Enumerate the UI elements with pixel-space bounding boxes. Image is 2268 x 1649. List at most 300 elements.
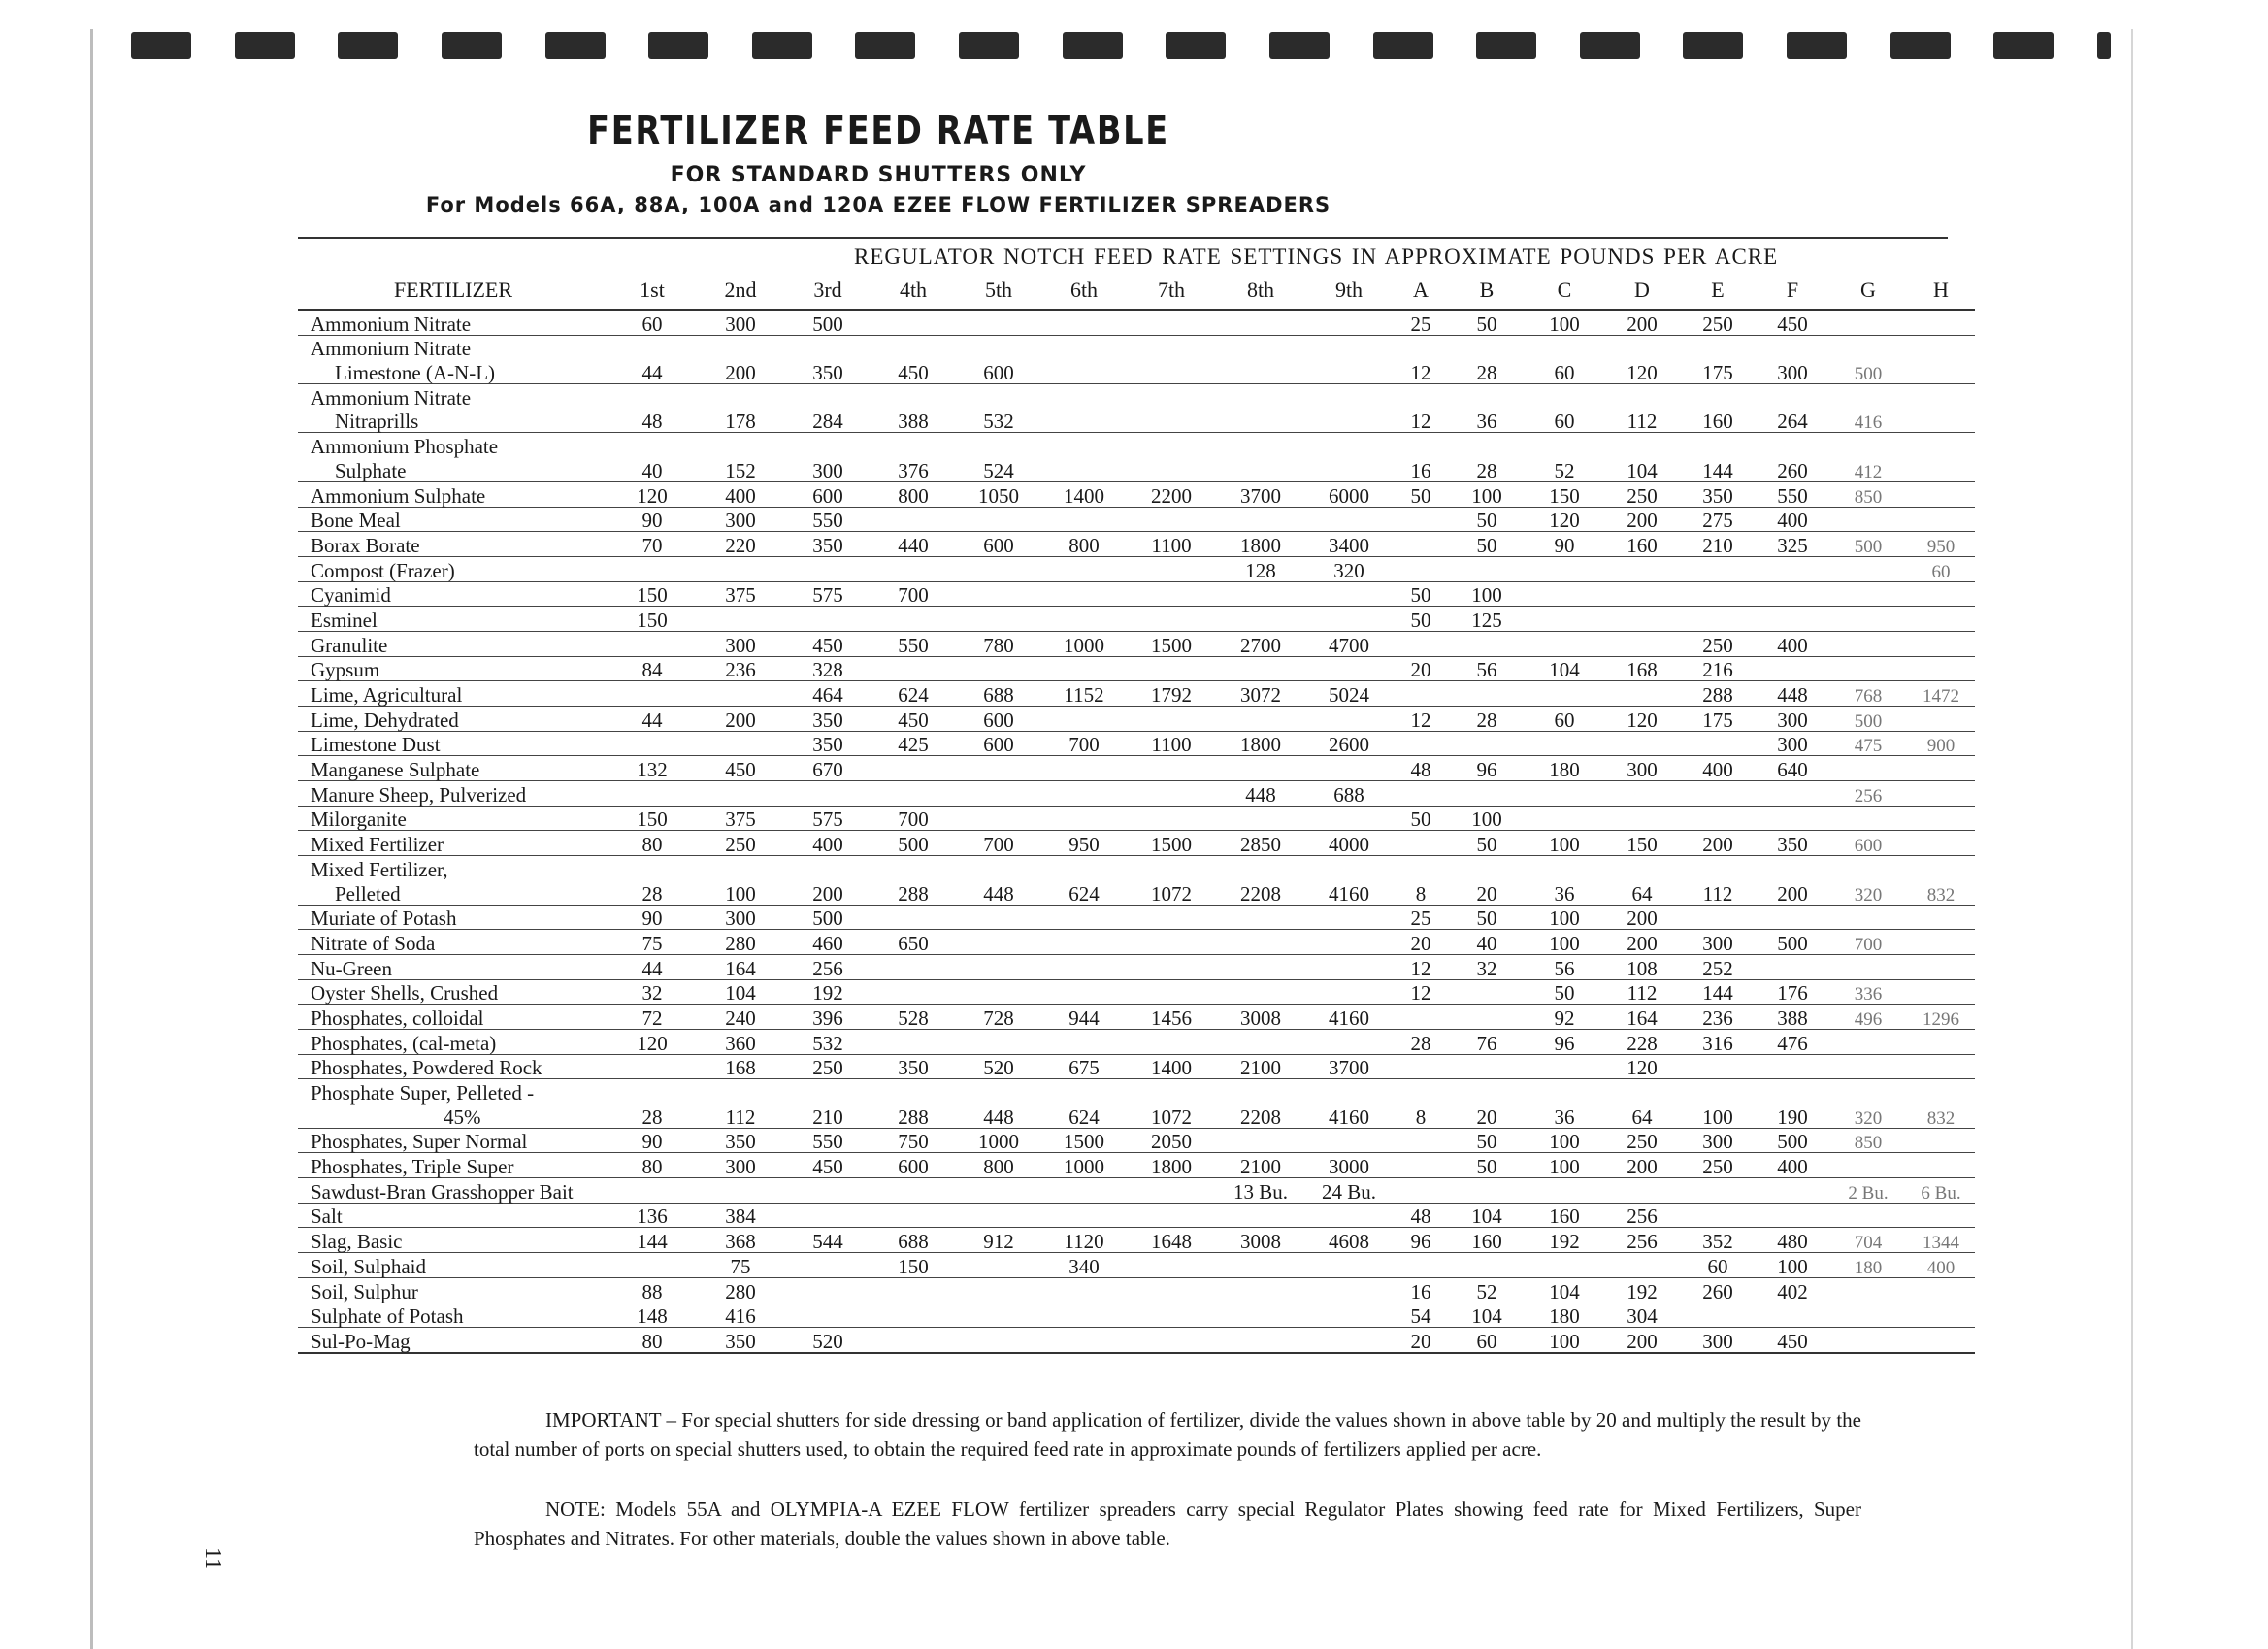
rate-cell: 675 xyxy=(1041,1054,1127,1079)
rate-cell: 600 xyxy=(956,707,1041,732)
rate-cell xyxy=(1604,1178,1680,1204)
rate-cell xyxy=(1907,1079,1975,1104)
rate-cell xyxy=(1041,335,1127,359)
fertilizer-name: Soil, Sulphaid xyxy=(298,1253,608,1278)
rate-cell xyxy=(1680,607,1756,632)
rate-cell: 80 xyxy=(608,831,696,856)
rate-cell: 2100 xyxy=(1216,1153,1305,1178)
rate-cell: 300 xyxy=(696,1153,785,1178)
binding-hole xyxy=(131,32,191,59)
rate-cell: 190 xyxy=(1756,1104,1829,1128)
rate-cell xyxy=(1604,1079,1680,1104)
rate-cell xyxy=(871,954,956,979)
rate-cell xyxy=(1216,359,1305,383)
rate-cell: 624 xyxy=(871,681,956,707)
rate-cell xyxy=(1216,310,1305,335)
rate-cell: 2 Bu. xyxy=(1829,1178,1907,1204)
rate-cell xyxy=(1829,310,1907,335)
rate-cell: 375 xyxy=(696,581,785,607)
rate-cell: 48 xyxy=(1393,1203,1449,1228)
rate-cell: 425 xyxy=(871,731,956,756)
table-row xyxy=(298,335,1975,359)
rate-cell: 600 xyxy=(956,359,1041,383)
rate-cell: 2850 xyxy=(1216,831,1305,856)
rate-cell xyxy=(1041,1303,1127,1328)
rate-cell xyxy=(956,905,1041,930)
rate-cell: 52 xyxy=(1449,1277,1525,1303)
rate-cell xyxy=(696,1178,785,1204)
rate-cell: 520 xyxy=(956,1054,1041,1079)
rate-cell xyxy=(1393,532,1449,557)
rate-cell xyxy=(1305,457,1393,481)
rate-cell: 520 xyxy=(785,1328,871,1353)
rate-cell: 28 xyxy=(608,880,696,905)
rate-cell: 54 xyxy=(1393,1303,1449,1328)
rate-cell: 300 xyxy=(1756,359,1829,383)
rate-cell xyxy=(1604,806,1680,831)
rate-cell: 252 xyxy=(1680,954,1756,979)
rate-cell xyxy=(1127,1178,1216,1204)
rate-cell: 1456 xyxy=(1127,1005,1216,1030)
rate-cell: 416 xyxy=(696,1303,785,1328)
rate-cell xyxy=(1756,335,1829,359)
rate-cell xyxy=(956,607,1041,632)
rate-cell: 112 xyxy=(696,1104,785,1128)
rate-cell: 316 xyxy=(1680,1029,1756,1054)
rate-cell: 3000 xyxy=(1305,1153,1393,1178)
rate-cell: 688 xyxy=(1305,781,1393,807)
rate-cell: 12 xyxy=(1393,707,1449,732)
rate-cell xyxy=(608,681,696,707)
rate-cell xyxy=(1449,781,1525,807)
rate-cell: 164 xyxy=(1604,1005,1680,1030)
rate-cell xyxy=(956,1303,1041,1328)
column-header: 6th xyxy=(1041,272,1127,310)
binding-hole xyxy=(442,32,502,59)
rate-cell: 3700 xyxy=(1216,481,1305,507)
rate-cell: 200 xyxy=(1604,1328,1680,1353)
rate-cell: 56 xyxy=(1525,954,1604,979)
rate-cell xyxy=(1127,856,1216,880)
rate-cell: 50 xyxy=(1449,905,1525,930)
table-row xyxy=(298,1277,1975,1303)
rate-cell xyxy=(1829,433,1907,457)
page-right-edge xyxy=(2131,29,2133,1649)
rate-cell xyxy=(956,781,1041,807)
table-row xyxy=(298,433,1975,457)
rate-cell xyxy=(785,1277,871,1303)
rate-cell: 120 xyxy=(1525,507,1604,532)
rate-cell xyxy=(1305,409,1393,433)
rate-cell: 160 xyxy=(1680,409,1756,433)
rate-cell xyxy=(1907,581,1975,607)
rate-cell xyxy=(1907,1277,1975,1303)
rate-cell xyxy=(956,756,1041,781)
rate-cell: 50 xyxy=(1393,581,1449,607)
column-header: B xyxy=(1449,272,1525,310)
rate-cell xyxy=(1680,1303,1756,1328)
rate-cell xyxy=(608,384,696,409)
rate-cell xyxy=(956,433,1041,457)
rate-cell xyxy=(1041,1328,1127,1353)
rate-cell xyxy=(1305,756,1393,781)
rate-cell xyxy=(1216,1253,1305,1278)
rate-cell xyxy=(1393,556,1449,581)
rate-cell: 300 xyxy=(696,905,785,930)
column-header: 1st xyxy=(608,272,696,310)
rate-cell: 100 xyxy=(1525,831,1604,856)
rate-cell: 780 xyxy=(956,631,1041,656)
rate-cell xyxy=(1907,631,1975,656)
rate-cell xyxy=(1127,930,1216,955)
rate-cell xyxy=(1127,359,1216,383)
rate-cell xyxy=(956,1253,1041,1278)
rate-cell: 150 xyxy=(608,806,696,831)
rate-cell: 36 xyxy=(1525,1104,1604,1128)
rate-cell: 132 xyxy=(608,756,696,781)
rate-cell: 288 xyxy=(1680,681,1756,707)
rate-cell: 1500 xyxy=(1127,831,1216,856)
rate-cell xyxy=(1216,607,1305,632)
rate-cell xyxy=(1041,806,1127,831)
rate-cell xyxy=(1525,731,1604,756)
rate-cell: 900 xyxy=(1907,731,1975,756)
rate-cell: 450 xyxy=(871,707,956,732)
rate-cell xyxy=(1393,856,1449,880)
rate-cell: 152 xyxy=(696,457,785,481)
rate-cell: 1400 xyxy=(1041,481,1127,507)
rate-cell: 236 xyxy=(1680,1005,1756,1030)
rate-cell xyxy=(1041,656,1127,681)
rate-cell: 1296 xyxy=(1907,1005,1975,1030)
rate-cell xyxy=(1525,631,1604,656)
rate-cell: 104 xyxy=(696,979,785,1005)
rate-cell: 3072 xyxy=(1216,681,1305,707)
rate-cell: 250 xyxy=(1604,1128,1680,1153)
rate-cell: 1100 xyxy=(1127,532,1216,557)
rate-cell xyxy=(608,731,696,756)
rate-cell xyxy=(1680,1054,1756,1079)
rate-cell xyxy=(1393,1128,1449,1153)
rate-cell xyxy=(1305,310,1393,335)
rate-cell: 76 xyxy=(1449,1029,1525,1054)
rate-cell: 376 xyxy=(871,457,956,481)
rate-cell xyxy=(1127,457,1216,481)
rate-cell xyxy=(871,507,956,532)
rate-cell: 100 xyxy=(696,880,785,905)
rate-cell xyxy=(1305,1277,1393,1303)
rate-cell: 216 xyxy=(1680,656,1756,681)
rate-cell xyxy=(1127,310,1216,335)
rate-cell: 88 xyxy=(608,1277,696,1303)
column-header: C xyxy=(1525,272,1604,310)
rate-cell xyxy=(956,656,1041,681)
rate-cell: 104 xyxy=(1604,457,1680,481)
rate-cell: 256 xyxy=(785,954,871,979)
rate-cell: 448 xyxy=(1756,681,1829,707)
rate-cell xyxy=(1680,581,1756,607)
rate-cell xyxy=(1907,856,1975,880)
rate-cell: 750 xyxy=(871,1128,956,1153)
table-row xyxy=(298,607,1975,632)
rate-cell: 728 xyxy=(956,1005,1041,1030)
rate-cell xyxy=(1216,856,1305,880)
rate-cell: 400 xyxy=(1756,507,1829,532)
rate-cell: 90 xyxy=(1525,532,1604,557)
rate-cell xyxy=(1216,756,1305,781)
table-row xyxy=(298,1104,1975,1128)
rate-cell xyxy=(1449,1079,1525,1104)
rate-cell xyxy=(1449,1253,1525,1278)
column-header: F xyxy=(1756,272,1829,310)
fertilizer-name: Lime, Dehydrated xyxy=(298,707,608,732)
rate-cell xyxy=(1525,607,1604,632)
rate-cell: 200 xyxy=(785,880,871,905)
table-row xyxy=(298,979,1975,1005)
rate-cell: 264 xyxy=(1756,409,1829,433)
rate-cell: 256 xyxy=(1604,1203,1680,1228)
rate-cell: 64 xyxy=(1604,880,1680,905)
rate-cell xyxy=(1525,781,1604,807)
rate-cell xyxy=(1305,905,1393,930)
fertilizer-name: Sulphate of Potash xyxy=(298,1303,608,1328)
rate-cell xyxy=(785,556,871,581)
rate-cell: 496 xyxy=(1829,1005,1907,1030)
rate-cell xyxy=(1305,581,1393,607)
rate-cell xyxy=(1604,856,1680,880)
rate-cell xyxy=(1393,1005,1449,1030)
rate-cell xyxy=(1907,1303,1975,1328)
column-header: 9th xyxy=(1305,272,1393,310)
rate-cell: 688 xyxy=(956,681,1041,707)
table-row xyxy=(298,532,1975,557)
rate-cell xyxy=(785,1203,871,1228)
rate-cell: 1800 xyxy=(1216,731,1305,756)
rate-cell xyxy=(1127,756,1216,781)
rate-cell: 328 xyxy=(785,656,871,681)
rate-cell: 500 xyxy=(1756,930,1829,955)
rate-cell xyxy=(1829,1029,1907,1054)
rate-cell: 2208 xyxy=(1216,1104,1305,1128)
rate-cell xyxy=(1216,384,1305,409)
rate-cell xyxy=(1525,1178,1604,1204)
rate-cell: 175 xyxy=(1680,359,1756,383)
rate-cell: 50 xyxy=(1393,607,1449,632)
rate-cell: 350 xyxy=(785,532,871,557)
rate-cell: 8 xyxy=(1393,880,1449,905)
table-row xyxy=(298,1079,1975,1104)
rate-cell: 460 xyxy=(785,930,871,955)
rate-cell: 400 xyxy=(1756,631,1829,656)
rate-cell: 28 xyxy=(1393,1029,1449,1054)
rate-cell: 164 xyxy=(696,954,785,979)
rate-cell: 256 xyxy=(1829,781,1907,807)
rate-cell xyxy=(1525,1079,1604,1104)
rate-cell xyxy=(1393,1079,1449,1104)
rate-cell xyxy=(1127,556,1216,581)
rate-cell: 8 xyxy=(1393,1104,1449,1128)
rate-cell xyxy=(696,681,785,707)
rate-cell: 832 xyxy=(1907,880,1975,905)
rate-cell: 100 xyxy=(1525,1128,1604,1153)
rate-cell xyxy=(1907,756,1975,781)
rate-cell: 200 xyxy=(1680,831,1756,856)
rate-cell: 36 xyxy=(1449,409,1525,433)
rate-cell: 84 xyxy=(608,656,696,681)
fertilizer-name: Manganese Sulphate xyxy=(298,756,608,781)
rate-cell: 275 xyxy=(1680,507,1756,532)
fertilizer-name: Limestone (A-N-L) xyxy=(298,359,608,383)
rate-cell xyxy=(1829,1303,1907,1328)
table-row xyxy=(298,856,1975,880)
rate-cell: 500 xyxy=(1756,1128,1829,1153)
rate-cell: 300 xyxy=(1604,756,1680,781)
rate-cell xyxy=(1041,1029,1127,1054)
rate-cell: 90 xyxy=(608,1128,696,1153)
table-row xyxy=(298,1029,1975,1054)
rate-cell: 200 xyxy=(696,359,785,383)
rate-cell xyxy=(1756,856,1829,880)
rate-cell xyxy=(1604,384,1680,409)
binding-hole xyxy=(1787,32,1847,59)
table-header-row xyxy=(298,272,1975,310)
rate-cell xyxy=(1907,384,1975,409)
rate-cell xyxy=(1393,681,1449,707)
column-header: E xyxy=(1680,272,1756,310)
rate-cell: 20 xyxy=(1449,1104,1525,1128)
rate-cell: 950 xyxy=(1041,831,1127,856)
rate-cell: 4608 xyxy=(1305,1228,1393,1253)
rate-cell xyxy=(1041,433,1127,457)
fertilizer-name: Phosphates, Super Normal xyxy=(298,1128,608,1153)
rate-cell xyxy=(1829,384,1907,409)
rate-cell xyxy=(956,507,1041,532)
fertilizer-name: Gypsum xyxy=(298,656,608,681)
rate-cell xyxy=(1907,1128,1975,1153)
rate-cell xyxy=(1756,433,1829,457)
rate-cell xyxy=(1127,1277,1216,1303)
rate-cell: 550 xyxy=(785,507,871,532)
rate-cell xyxy=(871,335,956,359)
rate-cell xyxy=(1680,1079,1756,1104)
rate-cell: 104 xyxy=(1525,656,1604,681)
rate-cell: 256 xyxy=(1604,1228,1680,1253)
rate-cell: 80 xyxy=(608,1328,696,1353)
rate-cell xyxy=(956,581,1041,607)
rate-cell xyxy=(1907,954,1975,979)
rate-cell xyxy=(871,607,956,632)
rate-cell xyxy=(956,335,1041,359)
rate-cell: 25 xyxy=(1393,905,1449,930)
rate-cell xyxy=(1449,1005,1525,1030)
rate-cell xyxy=(1680,384,1756,409)
rate-cell xyxy=(608,1054,696,1079)
rate-cell xyxy=(956,1328,1041,1353)
rate-cell: 350 xyxy=(696,1328,785,1353)
rate-cell xyxy=(1756,1203,1829,1228)
group-header: REGULATOR NOTCH FEED RATE SETTINGS IN APPROXIMATE POUNDS PER ACRE xyxy=(854,245,1779,269)
rate-cell xyxy=(1604,581,1680,607)
fertilizer-name: Sulphate xyxy=(298,457,608,481)
rate-cell xyxy=(1216,656,1305,681)
rate-cell: 300 xyxy=(1680,1128,1756,1153)
rate-cell: 3008 xyxy=(1216,1005,1305,1030)
rate-cell xyxy=(1829,806,1907,831)
rate-cell xyxy=(871,556,956,581)
rate-cell: 1500 xyxy=(1127,631,1216,656)
rate-cell xyxy=(1829,507,1907,532)
rate-cell xyxy=(1604,731,1680,756)
rate-cell xyxy=(1305,384,1393,409)
binding-hole xyxy=(855,32,915,59)
rate-cell xyxy=(1393,1253,1449,1278)
table-row xyxy=(298,954,1975,979)
rate-cell: 210 xyxy=(785,1104,871,1128)
rate-cell: 550 xyxy=(785,1128,871,1153)
rate-cell xyxy=(1216,930,1305,955)
rate-cell: 144 xyxy=(1680,979,1756,1005)
rate-cell: 304 xyxy=(1604,1303,1680,1328)
rate-cell: 688 xyxy=(871,1228,956,1253)
rate-cell xyxy=(1756,1054,1829,1079)
rate-cell xyxy=(956,310,1041,335)
rate-cell xyxy=(1907,930,1975,955)
models-line: For Models 66A, 88A, 100A and 120A EZEE FLOW FERTILIZER SPREADERS xyxy=(425,193,1331,216)
rate-cell xyxy=(608,433,696,457)
rate-cell: 104 xyxy=(1525,1277,1604,1303)
rate-cell xyxy=(1756,806,1829,831)
rate-cell xyxy=(956,1079,1041,1104)
rate-cell: 500 xyxy=(1829,707,1907,732)
rate-cell: 600 xyxy=(1829,831,1907,856)
fertilizer-name: Lime, Agricultural xyxy=(298,681,608,707)
rate-cell xyxy=(1829,631,1907,656)
table-row xyxy=(298,359,1975,383)
rate-cell xyxy=(785,607,871,632)
rate-cell xyxy=(1305,335,1393,359)
rate-cell: 104 xyxy=(1449,1303,1525,1328)
rate-cell: 402 xyxy=(1756,1277,1829,1303)
rate-cell: 350 xyxy=(871,1054,956,1079)
binding-hole xyxy=(1269,32,1330,59)
rate-cell xyxy=(1127,656,1216,681)
rate-cell: 375 xyxy=(696,806,785,831)
rate-cell: 300 xyxy=(696,507,785,532)
rate-cell xyxy=(956,1029,1041,1054)
rate-cell: 120 xyxy=(1604,707,1680,732)
rate-cell: 400 xyxy=(785,831,871,856)
rate-cell: 20 xyxy=(1393,930,1449,955)
rate-cell: 92 xyxy=(1525,1005,1604,1030)
rate-cell xyxy=(871,1277,956,1303)
rate-cell: 1800 xyxy=(1127,1153,1216,1178)
rate-cell: 12 xyxy=(1393,954,1449,979)
rate-cell: 32 xyxy=(608,979,696,1005)
rate-cell xyxy=(871,856,956,880)
rate-cell: 13 Bu. xyxy=(1216,1178,1305,1204)
fertilizer-name: Nitrate of Soda xyxy=(298,930,608,955)
column-header: H xyxy=(1907,272,1975,310)
column-header: 5th xyxy=(956,272,1041,310)
rate-cell: 112 xyxy=(1604,409,1680,433)
rate-cell xyxy=(1305,1303,1393,1328)
rate-cell: 250 xyxy=(1604,481,1680,507)
table-row xyxy=(298,1228,1975,1253)
rate-cell: 4000 xyxy=(1305,831,1393,856)
rate-cell: 360 xyxy=(696,1029,785,1054)
rate-cell xyxy=(1127,781,1216,807)
rate-cell xyxy=(1393,384,1449,409)
